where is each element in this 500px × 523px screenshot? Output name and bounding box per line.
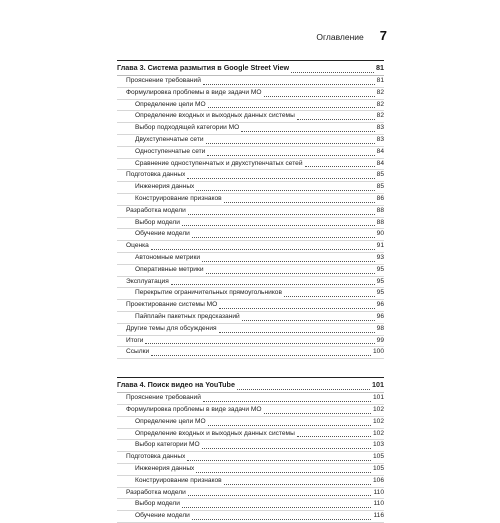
toc-entry-label: Пайплайн пакетных предсказаний: [135, 312, 240, 320]
toc-entry-page: 93: [376, 253, 384, 261]
dot-leader: [151, 355, 371, 356]
toc-chapter-entry[interactable]: [117, 61, 384, 76]
toc-entry-label: Автономные метрики: [135, 253, 201, 261]
toc-entry-label: Эксплуатация: [126, 277, 169, 285]
toc-subsection-entry[interactable]: [117, 265, 384, 277]
toc-entry-label: Прояснение требований: [126, 77, 201, 84]
toc-entry-page: 95: [376, 289, 384, 297]
toc-subsection-entry[interactable]: [117, 511, 384, 523]
toc-entry-label: Глава 3. Система размытия в Google Street View: [117, 63, 290, 72]
dot-leader: [291, 72, 374, 73]
toc-section-entry[interactable]: [117, 347, 384, 359]
toc-entry-page: 102: [372, 429, 384, 437]
toc-entry-page: 81: [376, 77, 384, 84]
dot-leader: [182, 225, 375, 226]
toc-entry-label: Одноступенчатые сети: [135, 147, 206, 155]
toc-entry-page: 82: [376, 112, 384, 120]
toc-entry-page: 88: [376, 206, 384, 214]
dot-leader: [224, 484, 371, 485]
toc-entry-page: 103: [372, 441, 384, 449]
toc-entry-label: Проектирование системы МО: [126, 301, 218, 309]
toc-entry-label: Определение входных и выходных данных системы: [135, 112, 295, 120]
dot-leader: [297, 436, 371, 437]
toc-subsection-entry[interactable]: [117, 194, 384, 206]
toc-entry-label: Формулировка проблемы в виде задачи МО: [126, 88, 262, 96]
toc-entry-label: Выбор модели: [135, 500, 180, 508]
dot-leader: [207, 155, 374, 156]
toc-entry-label: Разработка модели: [126, 206, 186, 214]
toc-entry-page: 95: [376, 265, 384, 273]
toc-entry-page: 84: [376, 147, 384, 155]
toc-entry-page: 105: [372, 453, 384, 461]
toc-entry-label: Перекрытие ограничительных прямоугольников: [135, 289, 282, 297]
toc-entry-label: Выбор категории МО: [135, 441, 200, 449]
toc-section-entry[interactable]: [117, 452, 384, 464]
toc-section-entry[interactable]: [117, 88, 384, 100]
toc-entry-page: 96: [376, 312, 384, 320]
toc-entry-page: 110: [373, 500, 384, 508]
dot-leader: [208, 425, 371, 426]
toc-subsection-entry[interactable]: [117, 123, 384, 135]
dot-leader: [202, 261, 375, 262]
toc-subsection-entry[interactable]: [117, 147, 384, 159]
dot-leader: [264, 413, 371, 414]
toc-entry-page: 88: [376, 218, 384, 226]
dot-leader: [192, 237, 375, 238]
toc-subsection-entry[interactable]: [117, 218, 384, 230]
toc-entry-label: Конструирование признаков: [135, 476, 222, 484]
toc-entry-label: Обучение модели: [135, 512, 190, 520]
toc-section-entry[interactable]: [117, 488, 384, 500]
dot-leader: [182, 507, 372, 508]
dot-leader: [241, 131, 374, 132]
toc-entry-page: 82: [376, 88, 384, 96]
toc-entry-label: Выбор подходящей категории МО: [135, 124, 240, 132]
toc-section-entry[interactable]: [117, 405, 384, 417]
toc-subsection-entry[interactable]: [117, 440, 384, 452]
toc-entry-page: 82: [376, 100, 384, 108]
dot-leader: [171, 284, 375, 285]
toc-section-entry[interactable]: [117, 170, 384, 182]
toc-entry-page: 91: [376, 242, 384, 250]
toc-subsection-entry[interactable]: [117, 312, 384, 324]
toc-entry-page: 90: [376, 230, 384, 238]
toc-entry-label: Другие темы для обсуждения: [126, 324, 217, 332]
dot-leader: [219, 332, 375, 333]
toc-entry-label: Конструирование признаков: [135, 194, 222, 202]
toc-entry-page: 102: [372, 417, 384, 425]
dot-leader: [203, 401, 371, 402]
toc-chapter-entry[interactable]: [117, 378, 384, 393]
running-head: [316, 28, 387, 43]
dot-leader: [208, 107, 375, 108]
dot-leader: [264, 96, 375, 97]
dot-leader: [196, 472, 371, 473]
toc-section-entry[interactable]: [117, 300, 384, 312]
toc-subsection-entry[interactable]: [117, 100, 384, 112]
dot-leader: [237, 389, 370, 390]
toc-entry-label: Прояснение требований: [126, 394, 201, 402]
toc-subsection-entry[interactable]: [117, 288, 384, 300]
toc-entry-page: 84: [376, 159, 384, 167]
dot-leader: [203, 84, 375, 85]
dot-leader: [305, 166, 375, 167]
toc-section-entry[interactable]: [117, 277, 384, 289]
toc-entry-page: 102: [372, 405, 384, 413]
toc-entry-page: 100: [372, 348, 384, 356]
toc-subsection-entry[interactable]: [117, 159, 384, 171]
toc-entry-label: Подготовка данных: [126, 453, 186, 461]
toc-entry-label: Определение входных и выходных данных системы: [135, 429, 295, 437]
dot-leader: [224, 202, 375, 203]
dot-leader: [192, 519, 372, 520]
toc-section-entry[interactable]: [117, 206, 384, 218]
toc-entry-page: 85: [376, 183, 384, 191]
dot-leader: [206, 273, 375, 274]
dot-leader: [187, 460, 371, 461]
toc-entry-label: Выбор модели: [135, 218, 180, 226]
toc-subsection-entry[interactable]: [117, 429, 384, 441]
table-of-contents: [117, 60, 384, 523]
toc-entry-label: Ссылки: [126, 348, 150, 356]
toc-section-entry[interactable]: [117, 324, 384, 336]
toc-subsection-entry[interactable]: [117, 253, 384, 265]
toc-entry-label: Оперативные метрики: [135, 265, 204, 273]
toc-subsection-entry[interactable]: [117, 229, 384, 241]
toc-entry-label: Сравнение одноступенчатых и двухступенчатых сетей: [135, 159, 303, 167]
dot-leader: [206, 143, 375, 144]
toc-entry-page: 106: [372, 476, 384, 484]
toc-entry-label: Разработка модели: [126, 488, 186, 496]
toc-subsection-entry[interactable]: [117, 417, 384, 429]
chapter-gap: [117, 359, 384, 377]
toc-entry-label: Двухступенчатые сети: [135, 135, 204, 143]
toc-entry-page: 95: [376, 277, 384, 285]
toc-entry-page: 96: [376, 301, 384, 309]
dot-leader: [219, 308, 374, 309]
toc-entry-page: 85: [376, 171, 384, 179]
dot-leader: [188, 214, 375, 215]
toc-entry-label: Глава 4. Поиск видео на YouTube: [117, 380, 235, 390]
toc-section-entry[interactable]: [117, 336, 384, 348]
toc-entry-page: 98: [376, 324, 384, 332]
toc-entry-page: 101: [372, 394, 384, 402]
toc-subsection-entry[interactable]: [117, 182, 384, 194]
page-number: 7: [379, 28, 387, 43]
dot-leader: [151, 249, 375, 250]
toc-subsection-entry[interactable]: [117, 476, 384, 488]
toc-entry-page: 83: [376, 135, 384, 143]
toc-subsection-entry[interactable]: [117, 499, 384, 511]
toc-entry-label: Формулировка проблемы в виде задачи МО: [126, 405, 262, 413]
dot-leader: [145, 343, 374, 344]
toc-entry-page: 101: [372, 380, 384, 390]
toc-entry-label: Итоги: [126, 336, 144, 344]
toc-entry-page: 81: [376, 63, 384, 72]
running-head-title: Оглавление: [316, 32, 364, 42]
toc-section-entry[interactable]: [117, 76, 384, 88]
toc-section-entry[interactable]: [117, 393, 384, 405]
toc-entry-label: Определение цели МО: [135, 100, 206, 108]
toc-entry-label: Обучение модели: [135, 230, 190, 238]
dot-leader: [188, 495, 372, 496]
toc-entry-page: 83: [376, 124, 384, 132]
toc-subsection-entry[interactable]: [117, 111, 384, 123]
toc-entry-page: 99: [376, 336, 384, 344]
dot-leader: [297, 119, 375, 120]
toc-entry-page: 86: [376, 194, 384, 202]
dot-leader: [284, 296, 375, 297]
toc-entry-label: Инженерия данных: [135, 464, 195, 472]
dot-leader: [187, 178, 374, 179]
toc-entry-label: Инженерия данных: [135, 183, 195, 191]
toc-subsection-entry[interactable]: [117, 464, 384, 476]
toc-entry-page: 110: [373, 488, 384, 496]
toc-entry-label: Определение цели МО: [135, 417, 206, 425]
toc-section-entry[interactable]: [117, 241, 384, 253]
toc-entry-page: 116: [373, 512, 384, 520]
dot-leader: [202, 448, 371, 449]
dot-leader: [196, 190, 374, 191]
toc-subsection-entry[interactable]: [117, 135, 384, 147]
toc-entry-label: Подготовка данных: [126, 171, 186, 179]
toc-entry-page: 105: [372, 464, 384, 472]
dot-leader: [242, 320, 375, 321]
toc-entry-label: Оценка: [126, 242, 149, 250]
